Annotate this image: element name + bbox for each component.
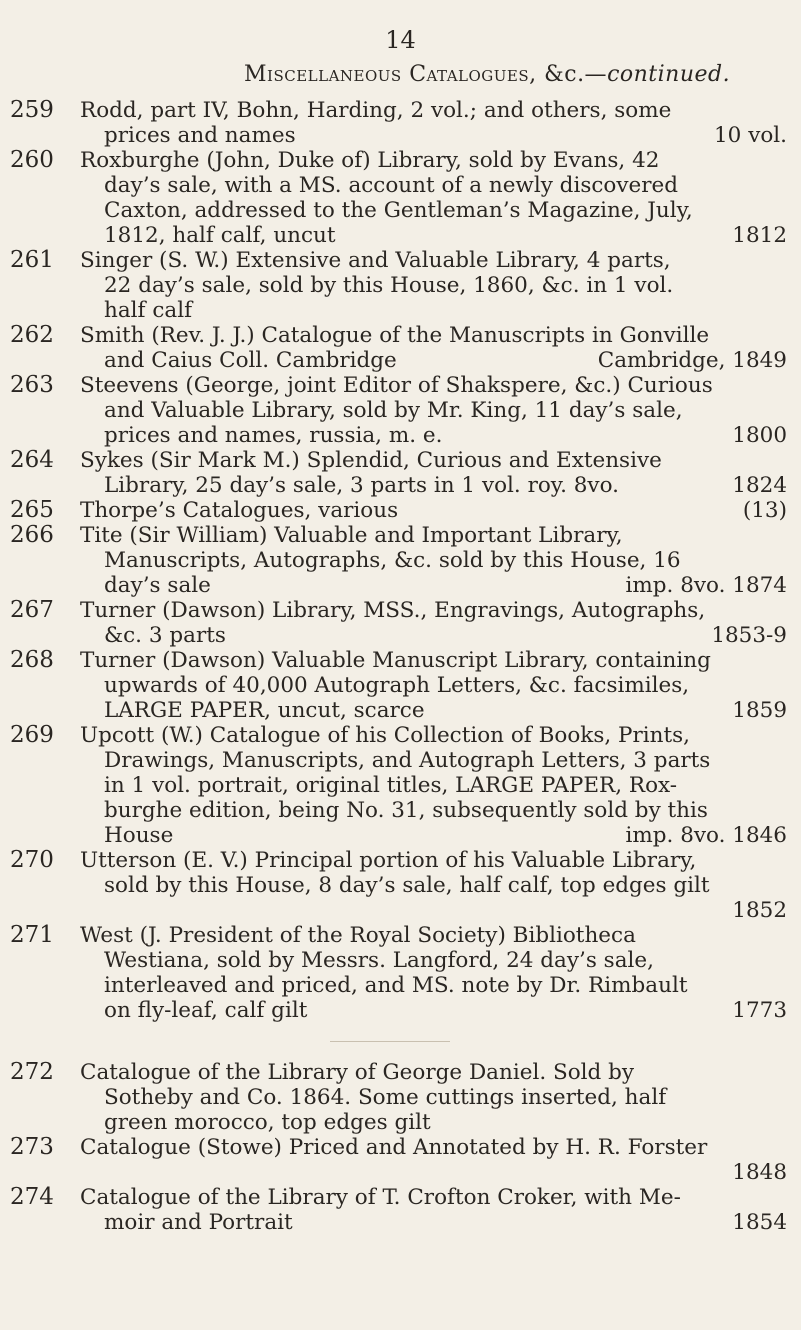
entry-line: Catalogue of the Library of T. Crofton Croker, with Me- — [80, 1185, 681, 1210]
entry-text — [80, 1185, 787, 1235]
catalogue-entry — [0, 923, 801, 1023]
entry-number: 267 — [10, 597, 54, 623]
catalogue-entry — [0, 373, 801, 448]
entry-line: in 1 vol. portrait, original titles, LARGE PAPER, Rox- — [104, 773, 678, 798]
entry-number: 263 — [10, 372, 54, 398]
catalogue-entry — [0, 1135, 801, 1185]
entry-line: prices and names — [104, 123, 296, 148]
entry-text — [80, 498, 787, 523]
entry-date: Cambridge, 1849 — [597, 348, 787, 373]
entry-line: Smith (Rev. J. J.) Catalogue of the Manuscripts in Gonville — [80, 323, 710, 348]
entry-text — [80, 323, 787, 373]
entry-line: Library, 25 day’s sale, 3 parts in 1 vol. roy. 8vo. — [104, 473, 619, 498]
catalogue-entry — [0, 448, 801, 498]
entry-date: 1859 — [732, 698, 787, 723]
section-heading — [244, 62, 730, 87]
entry-line: day’s sale — [104, 573, 211, 598]
entry-line: House — [104, 823, 174, 848]
entry-number: 274 — [10, 1184, 54, 1210]
entry-text — [80, 373, 787, 448]
entry-number: 272 — [10, 1059, 54, 1085]
entry-text — [80, 923, 787, 1023]
entry-text — [80, 848, 787, 923]
entry-number: 264 — [10, 447, 54, 473]
entry-line: Upcott (W.) Catalogue of his Collection of Books, Prints, — [80, 723, 690, 748]
entry-line: Catalogue (Stowe) Priced and Annotated by H. R. Forster — [80, 1135, 708, 1160]
entry-number: 265 — [10, 497, 54, 523]
entry-text — [80, 1060, 787, 1135]
entry-number: 269 — [10, 722, 54, 748]
entry-line: &c. 3 parts — [104, 623, 226, 648]
entry-line: half calf — [104, 298, 193, 323]
entry-line: prices and names, russia, m. e. — [104, 423, 443, 448]
section-divider — [330, 1041, 450, 1042]
catalogue-entry — [0, 498, 801, 523]
entry-line: interleaved and priced, and MS. note by Dr. Rimbault — [104, 973, 688, 998]
entry-text — [80, 1135, 787, 1185]
entry-line: Roxburghe (John, Duke of) Library, sold by Evans, 42 — [80, 148, 660, 173]
entry-date: 1852 — [732, 898, 787, 923]
entry-number: 268 — [10, 647, 54, 673]
entry-line: Manuscripts, Autographs, &c. sold by this House, 16 — [104, 548, 681, 573]
entry-date: 10 vol. — [714, 123, 787, 148]
entry-date: 1773 — [732, 998, 787, 1023]
entry-date: 1812 — [732, 223, 787, 248]
entry-line: green morocco, top edges gilt — [104, 1110, 431, 1135]
entry-date: 1824 — [732, 473, 787, 498]
entry-line: Sykes (Sir Mark M.) Splendid, Curious and Extensive — [80, 448, 662, 473]
entry-number: 261 — [10, 247, 54, 273]
catalogue-entry — [0, 148, 801, 248]
catalogue-entry — [0, 848, 801, 923]
entry-number: 273 — [10, 1134, 54, 1160]
entry-number: 260 — [10, 147, 54, 173]
entry-line: on fly-leaf, calf gilt — [104, 998, 308, 1023]
entry-line: burghe edition, being No. 31, subsequently sold by this — [104, 798, 708, 823]
entry-line: Catalogue of the Library of George Daniel. Sold by — [80, 1060, 635, 1085]
entry-text — [80, 148, 787, 248]
entry-number: 271 — [10, 922, 54, 948]
page-number: 14 — [385, 26, 416, 54]
entry-number: 262 — [10, 322, 54, 348]
entry-line: Turner (Dawson) Library, MSS., Engravings, Autographs, — [80, 598, 706, 623]
entry-text — [80, 723, 787, 848]
entry-line: LARGE PAPER, uncut, scarce — [104, 698, 425, 723]
entry-line: West (J. President of the Royal Society) Bibliotheca — [80, 923, 636, 948]
entry-line: Steevens (George, joint Editor of Shakspere, &c.) Curious — [80, 373, 713, 398]
catalogue-entry — [0, 98, 801, 148]
entry-text — [80, 248, 787, 323]
entry-date: 1800 — [732, 423, 787, 448]
catalogue-entry — [0, 598, 801, 648]
entry-number: 259 — [10, 97, 54, 123]
catalogue-entry — [0, 1185, 801, 1235]
entry-text — [80, 598, 787, 648]
entry-text — [80, 648, 787, 723]
entry-date: 1854 — [732, 1210, 787, 1235]
heading-suffix: , &c.— — [529, 62, 608, 87]
entry-line: 22 day’s sale, sold by this House, 1860, &c. in 1 vol. — [104, 273, 674, 298]
entry-number: 270 — [10, 847, 54, 873]
entry-line: Tite (Sir William) Valuable and Important Library, — [80, 523, 623, 548]
entry-line: Turner (Dawson) Valuable Manuscript Library, containing — [80, 648, 711, 673]
entry-date: 1853-9 — [711, 623, 787, 648]
entry-text — [80, 448, 787, 498]
entry-line: Thorpe’s Catalogues, various — [80, 498, 399, 523]
catalogue-entry — [0, 248, 801, 323]
entry-line: Caxton, addressed to the Gentleman’s Magazine, July, — [104, 198, 693, 223]
entry-line: and Valuable Library, sold by Mr. King, 11 day’s sale, — [104, 398, 683, 423]
entry-date: imp. 8vo. 1846 — [625, 823, 787, 848]
catalogue-entry — [0, 523, 801, 598]
catalogue-entry — [0, 648, 801, 723]
entry-line: upwards of 40,000 Autograph Letters, &c. facsimiles, — [104, 673, 690, 698]
entry-date: 1848 — [732, 1160, 787, 1185]
entry-line: Rodd, part IV, Bohn, Harding, 2 vol.; and others, some — [80, 98, 672, 123]
entry-number: 266 — [10, 522, 54, 548]
heading-continued: continued. — [607, 62, 731, 87]
entry-line: Singer (S. W.) Extensive and Valuable Library, 4 parts, — [80, 248, 671, 273]
entry-line: Sotheby and Co. 1864. Some cuttings inserted, half — [104, 1085, 667, 1110]
entry-line: and Caius Coll. Cambridge — [104, 348, 397, 373]
entry-line: day’s sale, with a MS. account of a newly discovered — [104, 173, 678, 198]
entry-line: 1812, half calf, uncut — [104, 223, 336, 248]
entry-line: sold by this House, 8 day’s sale, half calf, top edges gilt — [104, 873, 710, 898]
entry-date: (13) — [742, 498, 787, 523]
catalogue-entry — [0, 723, 801, 848]
entry-line: Drawings, Manuscripts, and Autograph Letters, 3 parts — [104, 748, 711, 773]
entry-text — [80, 98, 787, 148]
catalogue-entry — [0, 1060, 801, 1135]
entry-date: imp. 8vo. 1874 — [625, 573, 787, 598]
entry-line: Utterson (E. V.) Principal portion of his Valuable Library, — [80, 848, 697, 873]
entry-text — [80, 523, 787, 598]
heading-title: Miscellaneous Catalogues — [244, 62, 530, 87]
entry-line: moir and Portrait — [104, 1210, 293, 1235]
catalogue-entry — [0, 323, 801, 373]
catalogue-entries — [0, 98, 801, 1235]
entry-line: Westiana, sold by Messrs. Langford, 24 day’s sale, — [104, 948, 654, 973]
